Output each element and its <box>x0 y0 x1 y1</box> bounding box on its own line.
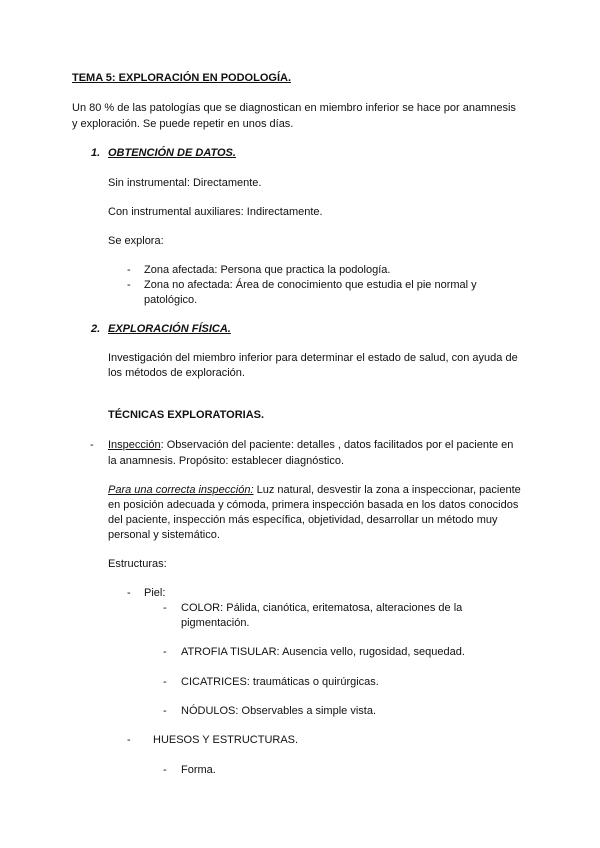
bullet-dash: - <box>163 705 167 717</box>
intro-line-2: y exploración. Se puede repetir en unos días. <box>72 118 294 130</box>
section-1-heading: OBTENCIÓN DE DATOS. <box>108 147 236 159</box>
correct-inspection-label: Para una correcta inspección: <box>108 484 254 496</box>
bullet-dash: - <box>163 602 167 614</box>
correct-inspection-text: Luz natural, desvestir la zona a inspeccionar, paciente <box>253 484 521 496</box>
section-1-bullet-1: Zona afectada: Persona que practica la podología. <box>144 264 391 276</box>
skin-atrophy: ATROFIA TISULAR: Ausencia vello, rugosidad, sequedad. <box>181 646 465 658</box>
bullet-dash: - <box>163 646 167 658</box>
bullet-dash: - <box>163 764 167 776</box>
section-2-paragraph-line-2: los métodos de exploración. <box>108 367 245 379</box>
section-1-paragraph-3: Se explora: <box>108 235 164 247</box>
correct-inspection-line-2: en posición adecuada y cómoda, primera inspección basada en los datos conocidos <box>108 499 519 511</box>
section-2-number: 2. <box>91 323 101 335</box>
inspection-line-2: la anamnesis. Propósito: establecer diagnóstico. <box>108 455 345 467</box>
inspection-line-1 <box>108 438 513 452</box>
skin-color-line-2: pigmentación. <box>181 617 250 629</box>
document-title: TEMA 5: EXPLORACIÓN EN PODOLOGÍA. <box>72 72 291 84</box>
bullet-dash: - <box>127 279 131 291</box>
section-1-number: 1. <box>91 147 101 159</box>
correct-inspection-line-4: personal y sistemático. <box>108 529 220 541</box>
bones-form: Forma. <box>181 764 216 776</box>
skin-nodules: NÓDULOS: Observables a simple vista. <box>181 705 377 717</box>
section-1-paragraph-1: Sin instrumental: Directamente. <box>108 177 262 189</box>
section-1-bullet-2-line-1: Zona no afectada: Área de conocimiento que estudia el pie normal y <box>144 279 477 291</box>
skin-label: Piel: <box>144 587 166 599</box>
techniques-subheading: TÉCNICAS EXPLORATORIAS. <box>108 409 265 421</box>
bullet-dash: - <box>127 264 131 276</box>
skin-color-line-1: COLOR: Pálida, cianótica, eritematosa, alteraciones de la <box>181 602 463 614</box>
skin-scars: CICATRICES: traumáticas o quirúrgicas. <box>181 676 379 688</box>
section-2-heading: EXPLORACIÓN FÍSICA. <box>108 323 231 335</box>
bones-label: HUESOS Y ESTRUCTURAS. <box>153 734 299 746</box>
inspection-text: : Observación del paciente: detalles , datos facilitados por el paciente en <box>160 439 514 451</box>
bullet-dash: - <box>127 734 131 746</box>
section-2-paragraph-line-1: Investigación del miembro inferior para determinar el estado de salud, con ayuda de <box>108 352 518 364</box>
bullet-dash: - <box>127 587 131 599</box>
structures-label: Estructuras: <box>108 558 167 570</box>
correct-inspection-line-3: del paciente, inspección más específica, objetividad, desarrollar un método muy <box>108 514 498 526</box>
bullet-dash: - <box>163 676 167 688</box>
correct-inspection-line-1 <box>108 483 521 497</box>
intro-line-1: Un 80 % de las patologías que se diagnostican en miembro inferior se hace por anamnesis <box>72 102 516 114</box>
section-1-bullet-2-line-2: patológico. <box>144 294 198 306</box>
inspection-label: Inspección <box>108 439 161 451</box>
section-1-paragraph-2: Con instrumental auxiliares: Indirectamente. <box>108 206 323 218</box>
bullet-dash: - <box>90 439 94 451</box>
